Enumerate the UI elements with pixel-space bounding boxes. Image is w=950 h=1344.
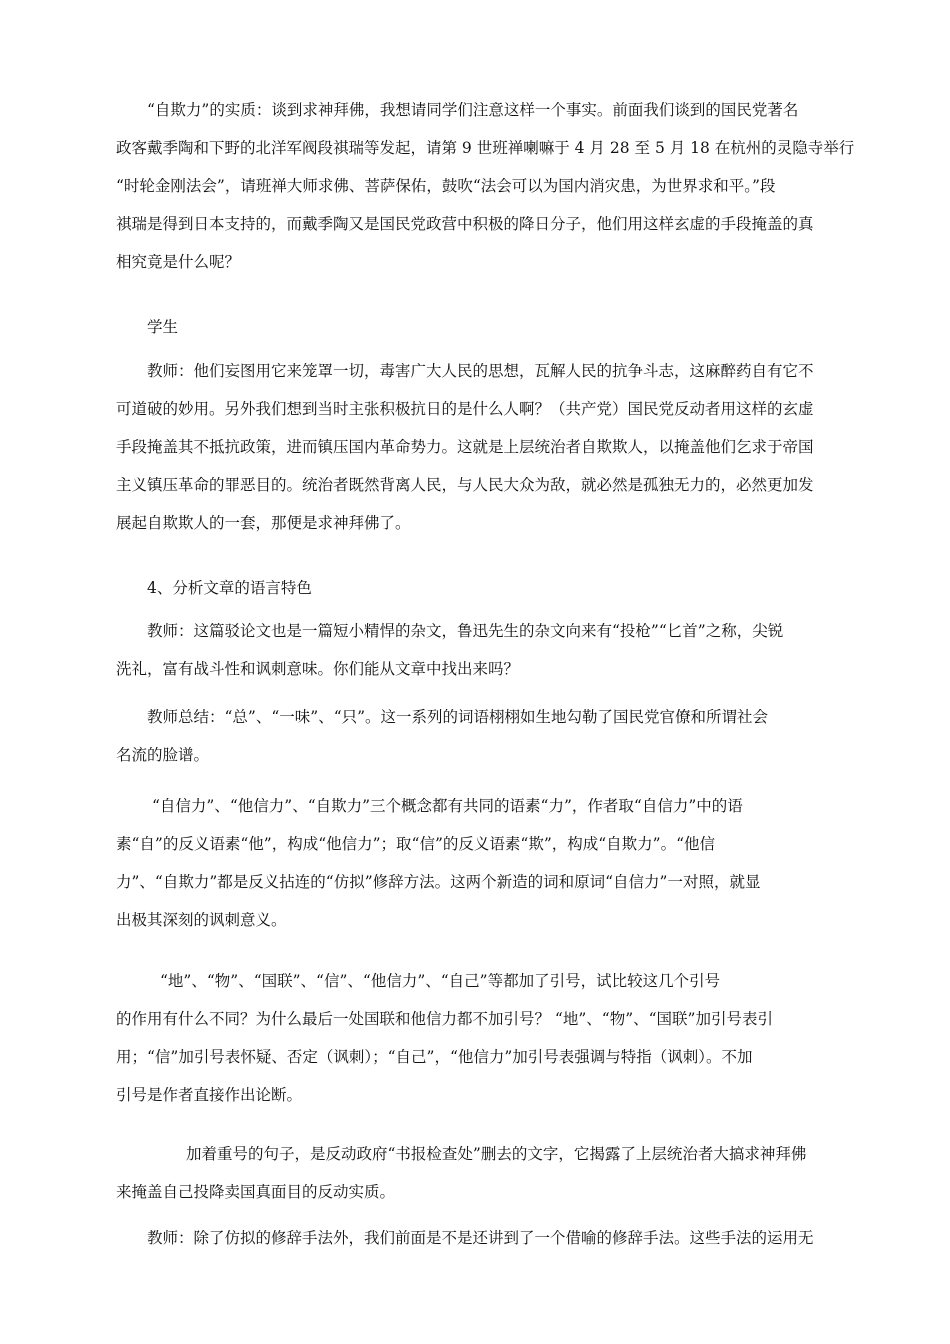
text-line: 可道破的妙用。另外我们想到当时主张积极抗日的是什么人啊？（共产党）国民党反动者用这样的玄虚 (116, 400, 814, 418)
text-line: 教师总结：“总”、“一味”、“只”。这一系列的词语栩栩如生地勾勒了国民党官僚和所谓社会 (147, 708, 769, 726)
section-heading-language-features (116, 569, 872, 607)
text-line: “自信力”、“他信力”、“自欺力”三个概念都有共同的语素“力”，作者取“自信力”中的语 (152, 797, 743, 815)
text-line: 政客戴季陶和下野的北洋军阀段祺瑞等发起，请第 9 世班禅喇嘛于 4 月 28 至 5 月 18 在杭州的灵隐寺举行 (116, 139, 855, 157)
text-line: 的作用有什么不同？为什么最后一处国联和他信力都不加引号？ “地”、“物”、“国联”加引号表引 (116, 1010, 773, 1028)
text-line: 力”、“自欺力”都是反义拈连的“仿拟”修辞方法。这两个新造的词和原词“自信力”一对照，就显 (116, 873, 761, 891)
paragraph-essence-of-self-deception (116, 91, 872, 281)
paragraph-quotation-marks (116, 962, 872, 1114)
text-line: 手段掩盖其不抵抗政策，进而镇压国内革命势力。这就是上层统治者自欺欺人，以掩盖他们乞求于帝国 (116, 438, 814, 456)
text-line: 4、分析文章的语言特色 (147, 579, 312, 597)
text-line: 洗礼，富有战斗性和讽刺意味。你们能从文章中找出来吗？ (116, 660, 520, 678)
text-line: 学生 (147, 318, 179, 336)
text-line: “时轮金刚法会”，请班禅大师求佛、菩萨保佑，鼓吹“法会可以为国内消灾患，为世界求和平。”段 (116, 177, 776, 195)
text-line: 相究竟是什么呢？ (116, 253, 241, 271)
paragraph-emphasized-sentences (116, 1135, 872, 1211)
paragraph-teacher-question (116, 612, 872, 688)
paragraph-teacher-explanation (116, 352, 872, 542)
paragraph-teacher-summary (116, 698, 872, 774)
text-line: 出极其深刻的讽刺意义。 (116, 911, 287, 929)
text-line: 教师：除了仿拟的修辞手法外，我们前面是不是还讲到了一个借喻的修辞手法。这些手法的运用无 (147, 1229, 814, 1247)
paragraph-teacher-rhetoric (116, 1219, 872, 1257)
text-line: 展起自欺欺人的一套，那便是求神拜佛了。 (116, 514, 411, 532)
text-line: 教师：这篇驳论文也是一篇短小精悍的杂文，鲁迅先生的杂文向来有“投枪”“匕首”之称，尖锐 (147, 622, 784, 640)
paragraph-student (116, 308, 872, 346)
text-line: “自欺力”的实质：谈到求神拜佛，我想请同学们注意这样一个事实。前面我们谈到的国民党著名 (147, 101, 799, 119)
paragraph-three-concepts (116, 787, 872, 939)
text-line: 主义镇压革命的罪恶目的。统治者既然背离人民，与人民大众为敌，就必然是孤独无力的，必然更加发 (116, 476, 814, 494)
text-line: 教师：他们妄图用它来笼罩一切，毒害广大人民的思想，瓦解人民的抗争斗志，这麻醉药自有它不 (147, 362, 814, 380)
text-line: 引号是作者直接作出论断。 (116, 1086, 303, 1104)
text-line: 素“自”的反义语素“他”，构成“他信力”；取“信”的反义语素“欺”，构成“自欺力”。“他信 (116, 835, 716, 853)
text-line: 加着重号的句子，是反动政府“书报检查处”删去的文字，它揭露了上层统治者大搞求神拜佛 (186, 1145, 807, 1163)
text-line: 祺瑞是得到日本支持的，而戴季陶又是国民党政营中积极的降日分子，他们用这样玄虚的手段掩盖的真 (116, 215, 814, 233)
text-line: 用；“信”加引号表怀疑、否定（讽刺）；“自己”，“他信力”加引号表强调与特指（讽刺）。不加 (116, 1048, 753, 1066)
text-line: 来掩盖自己投降卖国真面目的反动实质。 (116, 1183, 396, 1201)
text-line: 名流的脸谱。 (116, 746, 210, 764)
text-line: “地”、“物”、“国联”、“信”、“他信力”、“自己”等都加了引号，试比较这几个引号 (160, 972, 721, 990)
